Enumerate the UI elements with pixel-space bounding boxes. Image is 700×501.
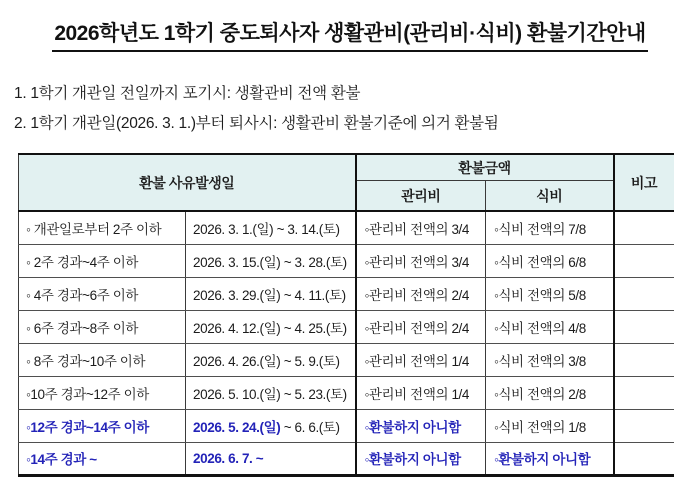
page-title: 2026학년도 1학기 중도퇴사자 생활관비(관리비·식비) 환불기간안내 bbox=[52, 17, 647, 52]
meal-fee-refund-cell: ◦식비 전액의 1/8 bbox=[486, 409, 614, 442]
col-header-mgmt-fee: 관리비 bbox=[356, 180, 486, 211]
mgmt-fee-refund-cell: ◦환불하지 아니함 bbox=[356, 442, 486, 475]
meal-fee-refund-cell: ◦식비 전액의 6/8 bbox=[486, 244, 614, 277]
meal-fee-refund-cell: ◦식비 전액의 4/8 bbox=[486, 310, 614, 343]
title-row bbox=[0, 0, 700, 52]
meal-fee-refund-cell: ◦식비 전액의 7/8 bbox=[486, 211, 614, 244]
meal-fee-refund-cell: ◦식비 전액의 3/8 bbox=[486, 343, 614, 376]
mgmt-fee-refund-cell: ◦관리비 전액의 3/4 bbox=[356, 244, 486, 277]
refund-reason-cell: ◦ 개관일로부터 2주 이하 bbox=[19, 211, 186, 244]
col-header-refund-reason-date: 환불 사유발생일 bbox=[19, 154, 356, 211]
refund-reason-cell: ◦12주 경과~14주 이하 bbox=[19, 409, 186, 442]
col-header-remarks: 비고 bbox=[614, 154, 674, 211]
refund-reason-cell: ◦ 2주 경과~4주 이하 bbox=[19, 244, 186, 277]
refund-period-cell: 2026. 4. 26.(일) ~ 5. 9.(토) bbox=[186, 343, 356, 376]
col-header-refund-amount: 환불금액 bbox=[356, 154, 614, 180]
meal-fee-refund-cell: ◦식비 전액의 2/8 bbox=[486, 376, 614, 409]
refund-reason-cell: ◦ 4주 경과~6주 이하 bbox=[19, 277, 186, 310]
refund-period-cell: 2026. 3. 29.(일) ~ 4. 11.(토) bbox=[186, 277, 356, 310]
table-row-highlighted bbox=[19, 442, 674, 475]
table-row-highlighted bbox=[19, 409, 674, 442]
refund-period-cell: 2026. 3. 1.(일) ~ 3. 14.(토) bbox=[186, 211, 356, 244]
refund-reason-cell: ◦10주 경과~12주 이하 bbox=[19, 376, 186, 409]
remarks-cell bbox=[614, 343, 674, 376]
table-row bbox=[19, 244, 674, 277]
table-row bbox=[19, 277, 674, 310]
refund-period-cell: 2026. 3. 15.(일) ~ 3. 28.(토) bbox=[186, 244, 356, 277]
table-row bbox=[19, 211, 674, 244]
mgmt-fee-refund-cell: ◦관리비 전액의 2/4 bbox=[356, 310, 486, 343]
remarks-cell bbox=[614, 211, 674, 244]
mgmt-fee-refund-cell: ◦관리비 전액의 1/4 bbox=[356, 343, 486, 376]
refund-period-cell bbox=[186, 409, 356, 442]
col-header-meal-fee: 식비 bbox=[486, 180, 614, 211]
period-start-highlight: 2026. 5. 24.(일) bbox=[193, 419, 281, 435]
remarks-cell bbox=[614, 277, 674, 310]
mgmt-fee-refund-cell: ◦관리비 전액의 2/4 bbox=[356, 277, 486, 310]
refund-reason-cell: ◦ 6주 경과~8주 이하 bbox=[19, 310, 186, 343]
remarks-cell bbox=[614, 244, 674, 277]
mgmt-fee-refund-cell: ◦환불하지 아니함 bbox=[356, 409, 486, 442]
meal-fee-refund-cell: ◦식비 전액의 5/8 bbox=[486, 277, 614, 310]
remarks-cell bbox=[614, 442, 674, 475]
refund-schedule-table bbox=[18, 153, 674, 477]
note-line-2: 2. 1학기 개관일(2026. 3. 1.)부터 퇴사시: 생활관비 환불기준에 의거 환불됨 bbox=[14, 115, 499, 133]
table-row bbox=[19, 376, 674, 409]
table-row bbox=[19, 343, 674, 376]
table-header bbox=[19, 154, 674, 211]
refund-period-cell: 2026. 5. 10.(일) ~ 5. 23.(토) bbox=[186, 376, 356, 409]
mgmt-fee-refund-cell: ◦관리비 전액의 1/4 bbox=[356, 376, 486, 409]
meal-fee-refund-cell: ◦환불하지 아니함 bbox=[486, 442, 614, 475]
remarks-cell bbox=[614, 376, 674, 409]
notes-block bbox=[14, 79, 700, 139]
refund-period-cell: 2026. 6. 7. ~ bbox=[186, 442, 356, 475]
period-end: ~ 6. 6.(토) bbox=[280, 419, 340, 435]
refund-period-cell: 2026. 4. 12.(일) ~ 4. 25.(토) bbox=[186, 310, 356, 343]
remarks-cell bbox=[614, 310, 674, 343]
refund-reason-cell: ◦ 8주 경과~10주 이하 bbox=[19, 343, 186, 376]
table-row bbox=[19, 310, 674, 343]
note-line-1: 1. 1학기 개관일 전일까지 포기시: 생활관비 전액 환불 bbox=[14, 85, 361, 102]
mgmt-fee-refund-cell: ◦관리비 전액의 3/4 bbox=[356, 211, 486, 244]
remarks-cell bbox=[614, 409, 674, 442]
refund-reason-cell: ◦14주 경과 ~ bbox=[19, 442, 186, 475]
